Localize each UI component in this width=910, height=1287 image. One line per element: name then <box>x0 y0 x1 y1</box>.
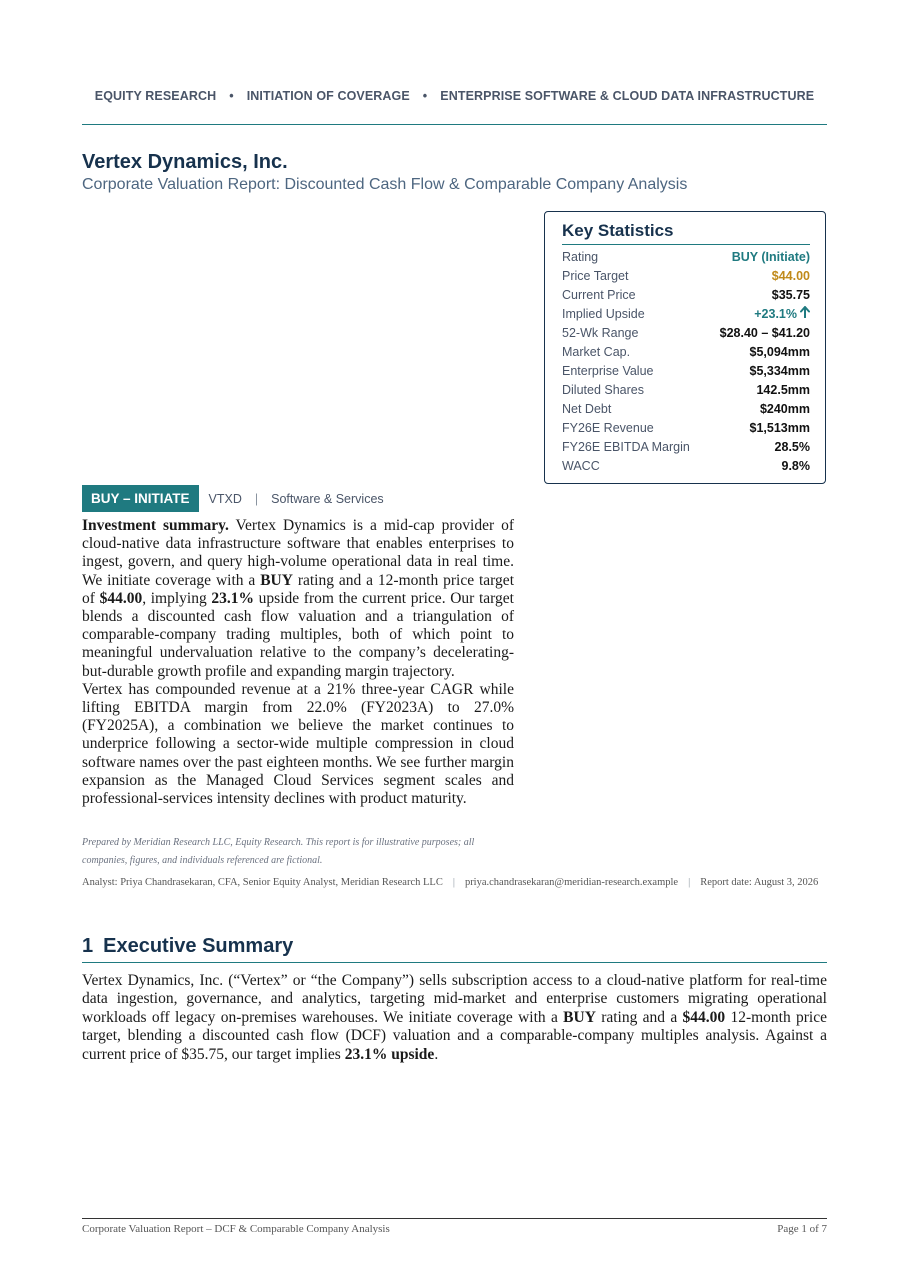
category-initiation: INITIATION OF COVERAGE <box>246 89 410 103</box>
stat-value-upside-text: +23.1% <box>754 307 797 321</box>
stat-row-enterprise-value <box>562 362 810 381</box>
stat-label: WACC <box>562 459 600 473</box>
stat-label: Enterprise Value <box>562 364 654 378</box>
exec-text: . <box>434 1045 439 1063</box>
analyst-email[interactable]: priya.chandrasekaran@meridian-research.example <box>464 877 679 888</box>
exec-text: rating and a <box>595 1008 683 1026</box>
key-statistics-box <box>544 211 826 484</box>
summary-text: Vertex Dynamics is a mid-cap provider of cloud-native data infrastructure software that enables enterprises to ingest, govern, and query high-volume operational data in real time. We initiate coverage with a <box>82 517 514 589</box>
exec-text: 12-month price target, blending a discounted cash flow (DCF) valuation and a comparable-company multiples analysis. Against a current price of $35.75, our target implies <box>82 1008 827 1063</box>
analyst-line <box>82 873 830 892</box>
stat-value-rating: BUY (Initiate) <box>731 250 810 264</box>
stat-row-fy26e-revenue <box>562 419 810 438</box>
stat-row-net-debt <box>562 400 810 419</box>
summary-lead: Investment summary. <box>82 517 229 534</box>
summary-text: upside from the current price. Our target blends a discounted cash flow valuation and a triangulation of comparable-company trading multiples, both of which point to meaningful undervaluation relative to the company’s decelerating-but-durable growth profile and expanding margin trajectory. <box>82 589 514 680</box>
stat-row-implied-upside <box>562 305 810 324</box>
section-heading-executive-summary <box>82 935 827 963</box>
stat-value-enterprise-value: $5,334mm <box>749 364 810 378</box>
sector-label: Software & Services <box>271 491 384 506</box>
stat-row-wacc <box>562 457 810 476</box>
stat-value-market-cap: $5,094mm <box>749 345 810 359</box>
stat-row-diluted-shares <box>562 381 810 400</box>
category-sector: ENTERPRISE SOFTWARE & CLOUD DATA INFRASTRUCTURE <box>440 89 815 103</box>
stat-label: Diluted Shares <box>562 383 644 397</box>
separator-bar: | <box>452 877 455 888</box>
stat-value-net-debt: $240mm <box>759 402 810 416</box>
separator-bar: | <box>688 877 691 888</box>
separator-dot: • <box>422 89 428 103</box>
exec-text: Vertex Dynamics, Inc. (“Vertex” or “the Company”) sells subscription access to a cloud-native platform for real-time data ingestion, governance, and analytics, targeting mid-market and enterprise customers migrating operational workloads off legacy on-premises warehouses. We initiate coverage with a <box>82 972 827 1026</box>
section-title: Executive Summary <box>103 935 294 957</box>
stat-value-current-price: $35.75 <box>771 288 810 302</box>
footer-divider <box>82 1218 827 1219</box>
rating-badge-line <box>82 485 384 512</box>
exec-upside: 23.1% upside <box>344 1045 435 1063</box>
stat-row-market-cap <box>562 343 810 362</box>
summary-price-target: $44.00 <box>99 589 143 607</box>
report-date: Report date: August 3, 2026 <box>700 877 819 888</box>
page-footer <box>82 1223 827 1235</box>
summary-paragraph-1 <box>82 517 514 681</box>
stat-label: FY26E Revenue <box>562 421 654 435</box>
stat-label: 52-Wk Range <box>562 326 639 340</box>
summary-text: , implying <box>142 589 212 607</box>
disclaimer-note: Prepared by Meridian Research LLC, Equity Research. This report is for illustrative purposes; all companies, figures, and individuals referenced are fictional. <box>82 837 475 866</box>
stat-label: Current Price <box>562 288 636 302</box>
page-number: Page 1 of 7 <box>777 1223 827 1235</box>
summary-buy: BUY <box>260 571 293 589</box>
separator-bar: | <box>254 491 259 506</box>
stat-value-fy26e-revenue: $1,513mm <box>749 421 810 435</box>
key-statistics-title: Key Statistics <box>562 221 810 245</box>
stat-value-price-target: $44.00 <box>771 269 810 283</box>
header-divider <box>82 124 827 125</box>
stat-label: Implied Upside <box>562 307 645 321</box>
analyst-name: Analyst: Priya Chandrasekaran, CFA, Senior Equity Analyst, Meridian Research LLC <box>82 877 443 888</box>
stat-value-wacc: 9.8% <box>781 459 810 473</box>
stat-label: FY26E EBITDA Margin <box>562 440 690 454</box>
report-subtitle: Corporate Valuation Report: Discounted Cash Flow & Comparable Company Analysis <box>82 176 688 193</box>
rating-badge: BUY – INITIATE <box>82 485 199 512</box>
ticker-symbol: VTXD <box>208 491 242 506</box>
stat-row-rating <box>562 248 810 267</box>
executive-summary-paragraph <box>82 972 827 1064</box>
stat-label: Rating <box>562 250 599 264</box>
stat-row-current-price <box>562 286 810 305</box>
arrow-up-icon <box>800 305 810 324</box>
summary-paragraph-2: Vertex has compounded revenue at a 21% three-year CAGR while lifting EBITDA margin from 22.0% (FY2023A) to 27.0% (FY2025A), a combination we believe the market continues to underprice following a sector-wide multiple compression in cloud software names over the past eighteen months. We see further margin expansion as the Managed Cloud Services segment scales and professional-services intensity declines with product maturity. <box>82 680 514 808</box>
stat-value-implied-upside <box>754 305 810 324</box>
company-name: Vertex Dynamics, Inc. <box>82 151 288 173</box>
exec-buy: BUY <box>563 1008 596 1026</box>
stat-label: Market Cap. <box>562 345 631 359</box>
stat-value-diluted-shares: 142.5mm <box>756 383 810 397</box>
stat-label: Net Debt <box>562 402 612 416</box>
exec-price-target: $44.00 <box>682 1008 726 1026</box>
investment-summary <box>82 517 514 808</box>
stat-label: Price Target <box>562 269 629 283</box>
stat-row-fy26e-ebitda-margin <box>562 438 810 457</box>
summary-text: rating and a 12-month price target of <box>82 571 514 607</box>
stat-row-price-target <box>562 267 810 286</box>
section-number: 1 <box>82 935 94 957</box>
summary-upside: 23.1% <box>211 589 254 607</box>
stat-value-fy26e-ebitda-margin: 28.5% <box>774 440 810 454</box>
footer-title: Corporate Valuation Report – DCF & Comparable Company Analysis <box>82 1223 390 1235</box>
stat-value-52wk-range: $28.40 – $41.20 <box>719 326 810 340</box>
key-statistics-table <box>562 248 810 476</box>
report-category-line <box>82 89 827 103</box>
separator-dot: • <box>229 89 234 103</box>
category-equity-research: EQUITY RESEARCH <box>94 89 217 103</box>
stat-row-52wk-range <box>562 324 810 343</box>
